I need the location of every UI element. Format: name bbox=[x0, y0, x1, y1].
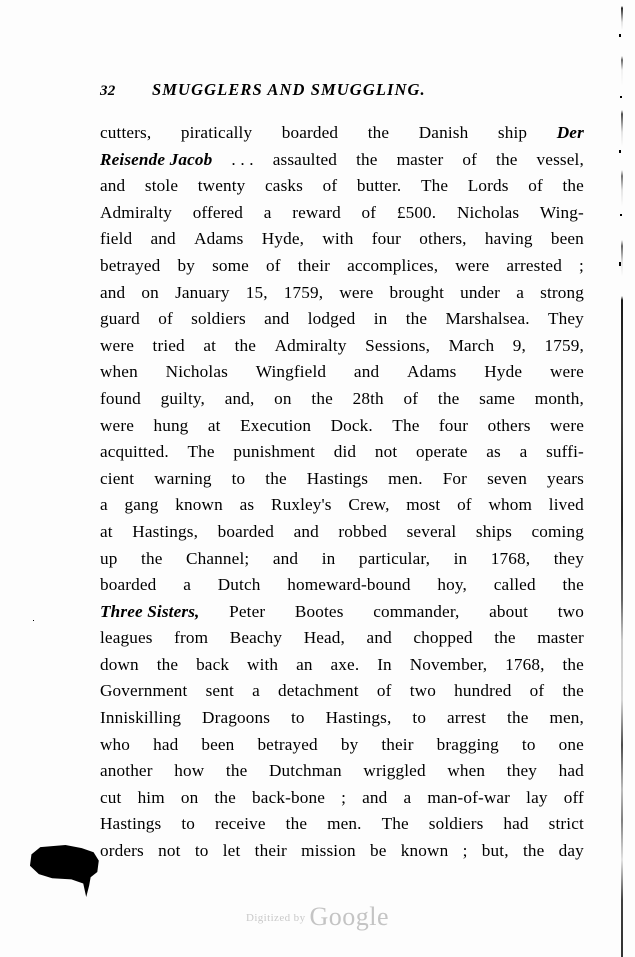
text-word: some bbox=[212, 255, 249, 275]
text-word: casks bbox=[265, 176, 303, 196]
text-line bbox=[100, 732, 584, 759]
text-word: the bbox=[141, 548, 163, 568]
text-word: on bbox=[141, 282, 159, 302]
text-word: receive bbox=[215, 814, 266, 834]
text-word: boarded bbox=[217, 521, 275, 541]
text-word: four bbox=[371, 229, 402, 249]
text-word: men. bbox=[388, 468, 423, 488]
text-word: assaulted bbox=[272, 149, 338, 169]
text-word: Beachy bbox=[229, 628, 283, 648]
text-word: For bbox=[442, 468, 468, 488]
text-word: accomplices, bbox=[347, 255, 439, 275]
text-word: lodged bbox=[307, 309, 356, 329]
text-word: the bbox=[562, 176, 584, 196]
text-word: ; bbox=[462, 841, 468, 861]
text-word: under bbox=[460, 282, 501, 302]
text-word: had bbox=[153, 734, 179, 754]
text-word: Dragoons bbox=[202, 708, 271, 728]
text-word: to bbox=[181, 814, 196, 834]
text-word: master bbox=[537, 628, 584, 648]
text-line bbox=[100, 173, 584, 200]
text-line bbox=[100, 439, 584, 466]
text-word: at bbox=[207, 415, 221, 435]
text-word: arrest bbox=[447, 708, 487, 728]
text-word: lay bbox=[526, 787, 548, 807]
scan-watermark bbox=[0, 902, 635, 932]
text-word: of bbox=[322, 176, 338, 196]
text-word: commander, bbox=[373, 601, 460, 621]
text-word: a bbox=[516, 282, 524, 302]
text-word: warning bbox=[154, 468, 212, 488]
text-word: in bbox=[453, 548, 468, 568]
text-line bbox=[100, 599, 584, 626]
text-word: guard bbox=[100, 309, 140, 329]
text-word: a bbox=[263, 202, 272, 222]
text-word: day bbox=[558, 841, 584, 861]
text-word: two bbox=[557, 601, 584, 621]
text-word: were bbox=[549, 415, 584, 435]
text-word: strict bbox=[548, 814, 584, 834]
text-line bbox=[100, 413, 584, 440]
text-word: known bbox=[175, 495, 223, 515]
text-word: by bbox=[177, 255, 195, 275]
text-line bbox=[100, 226, 584, 253]
text-word: Lords bbox=[467, 176, 509, 196]
text-word: Hyde, bbox=[261, 229, 305, 249]
text-word: at bbox=[203, 335, 217, 355]
text-word: a bbox=[519, 442, 528, 462]
text-word: to bbox=[412, 708, 427, 728]
text-word: gang bbox=[124, 495, 159, 515]
text-word: of bbox=[529, 681, 545, 701]
text-word: leagues bbox=[100, 628, 153, 648]
text-word: Hastings, bbox=[132, 521, 199, 541]
text-word: the bbox=[562, 575, 584, 595]
text-word: The bbox=[420, 176, 449, 196]
text-line bbox=[100, 280, 584, 307]
text-word: others, bbox=[419, 229, 467, 249]
text-word: the bbox=[265, 468, 287, 488]
text-word: be bbox=[369, 841, 387, 861]
text-word: bragging bbox=[436, 734, 499, 754]
text-word: Crew, bbox=[348, 495, 390, 515]
text-word: the bbox=[234, 335, 257, 355]
text-word: another bbox=[100, 761, 153, 781]
text-line bbox=[100, 306, 584, 333]
text-word: had bbox=[503, 814, 529, 834]
text-word: cutters, bbox=[100, 123, 152, 142]
text-word: betrayed bbox=[257, 734, 318, 754]
text-word: Hyde bbox=[484, 362, 523, 382]
text-word: did bbox=[333, 442, 357, 462]
text-word: found bbox=[100, 388, 141, 408]
text-line bbox=[100, 200, 584, 227]
text-word: particular, bbox=[358, 548, 431, 568]
text-word: cient bbox=[100, 468, 135, 488]
text-word: in bbox=[373, 309, 388, 329]
text-word: The bbox=[381, 814, 409, 834]
text-word: the bbox=[562, 681, 584, 701]
text-line bbox=[100, 253, 584, 280]
text-word: the bbox=[507, 708, 529, 728]
text-word: they bbox=[506, 761, 537, 781]
text-line bbox=[100, 705, 584, 732]
text-word: homeward-bound bbox=[287, 575, 411, 595]
text-word: were bbox=[549, 362, 584, 382]
text-word: axe. bbox=[330, 654, 360, 674]
text-word: hung bbox=[153, 415, 189, 435]
text-word: brought bbox=[389, 282, 445, 302]
text-word: an bbox=[296, 654, 313, 674]
text-word: men. bbox=[327, 814, 362, 834]
text-word: back-bone bbox=[252, 787, 325, 807]
text-word: The bbox=[187, 442, 215, 462]
text-word: Danish bbox=[418, 123, 469, 142]
text-word: man-of-war bbox=[427, 787, 511, 807]
text-word: Peter bbox=[229, 601, 266, 621]
text-word: from bbox=[174, 628, 209, 648]
text-line bbox=[100, 625, 584, 652]
speck-artifact bbox=[619, 262, 621, 266]
text-word: of bbox=[266, 255, 281, 275]
text-word: field bbox=[100, 229, 133, 249]
text-word: 15, bbox=[245, 282, 268, 302]
text-word: known bbox=[400, 841, 449, 861]
text-word: the bbox=[156, 654, 179, 674]
text-word: arrested bbox=[506, 255, 562, 275]
text-word: as bbox=[239, 495, 255, 515]
text-word: not bbox=[158, 841, 181, 861]
page-number: 32 bbox=[100, 83, 116, 99]
text-word: Hastings, bbox=[325, 708, 392, 728]
running-head-title: SMUGGLERS AND SMUGGLING. bbox=[152, 80, 426, 99]
text-word: Nicholas bbox=[456, 202, 520, 222]
text-word: wriggled bbox=[363, 761, 426, 781]
speck-artifact bbox=[33, 620, 34, 621]
text-line bbox=[100, 758, 584, 785]
text-word: several bbox=[406, 521, 457, 541]
text-word: been bbox=[201, 734, 235, 754]
text-line bbox=[100, 811, 584, 838]
speck-artifact bbox=[620, 214, 622, 216]
text-word: whom bbox=[488, 495, 533, 515]
text-word: two bbox=[409, 681, 436, 701]
text-word: suffi- bbox=[546, 442, 584, 462]
text-word: same bbox=[479, 388, 516, 408]
text-word: the bbox=[496, 149, 518, 169]
text-word: and bbox=[293, 521, 319, 541]
text-word: Marshalsea. bbox=[445, 309, 530, 329]
text-word: Sessions, bbox=[365, 335, 431, 355]
text-word: chopped bbox=[413, 628, 473, 648]
text-word: . . . bbox=[231, 149, 254, 169]
text-word: when bbox=[447, 761, 486, 781]
text-word: the bbox=[494, 628, 516, 648]
text-word: Adams bbox=[407, 362, 457, 382]
text-line bbox=[100, 147, 584, 174]
text-word: and bbox=[100, 282, 126, 302]
text-word: when bbox=[100, 362, 138, 382]
text-word: 1768, bbox=[505, 654, 545, 674]
text-word: 1759, bbox=[283, 282, 324, 302]
text-word: master bbox=[396, 149, 444, 169]
text-word: up bbox=[100, 548, 118, 568]
text-word: four bbox=[438, 415, 469, 435]
text-word: not bbox=[374, 442, 398, 462]
text-word: and bbox=[362, 787, 388, 807]
text-word: and bbox=[264, 309, 290, 329]
text-word: the bbox=[367, 123, 390, 142]
text-line bbox=[100, 359, 584, 386]
text-word: Execution bbox=[240, 415, 312, 435]
text-word: soldiers bbox=[428, 814, 484, 834]
text-word: Dock. bbox=[330, 415, 373, 435]
text-word: in bbox=[321, 548, 336, 568]
text-word: the bbox=[225, 761, 248, 781]
watermark-brand: Google bbox=[309, 902, 390, 931]
text-word: In bbox=[377, 654, 392, 674]
text-word: punishment bbox=[233, 442, 316, 462]
text-word: Bootes bbox=[294, 601, 344, 621]
text-word: been bbox=[550, 229, 584, 249]
text-word: how bbox=[174, 761, 205, 781]
text-word: cut bbox=[100, 787, 122, 807]
text-word: piratically bbox=[180, 123, 253, 142]
text-word: Inniskilling bbox=[100, 708, 182, 728]
text-word: Nicholas bbox=[165, 362, 228, 382]
text-word: the bbox=[562, 654, 584, 674]
text-word: by bbox=[340, 734, 359, 754]
text-line bbox=[100, 572, 584, 599]
text-word: of bbox=[403, 388, 419, 408]
text-line bbox=[100, 492, 584, 519]
text-word: most bbox=[406, 495, 441, 515]
text-word: hoy, bbox=[437, 575, 467, 595]
text-word: called bbox=[493, 575, 536, 595]
watermark-prefix: Digitized by bbox=[245, 912, 306, 924]
text-word: acquitted. bbox=[100, 442, 169, 462]
text-word: November, bbox=[409, 654, 488, 674]
text-word: Wingfield bbox=[255, 362, 327, 382]
text-word: Admiralty bbox=[274, 335, 347, 355]
text-word: of bbox=[457, 495, 472, 515]
text-word: Dutchman bbox=[268, 761, 342, 781]
text-word: Der bbox=[556, 123, 584, 142]
body-text bbox=[100, 120, 584, 865]
text-word: robbed bbox=[338, 521, 388, 541]
text-word: the bbox=[405, 309, 428, 329]
text-word: having bbox=[484, 229, 533, 249]
text-word: back bbox=[196, 654, 230, 674]
text-word: men, bbox=[549, 708, 584, 728]
text-word: down bbox=[100, 654, 139, 674]
text-word: of bbox=[158, 309, 173, 329]
text-word: one bbox=[558, 734, 584, 754]
text-word: Hastings bbox=[100, 814, 162, 834]
text-line bbox=[100, 120, 584, 147]
text-word: their bbox=[254, 841, 287, 861]
text-word: and bbox=[100, 176, 126, 196]
text-word: Adams bbox=[194, 229, 244, 249]
text-word: Hastings bbox=[306, 468, 369, 488]
text-word: Ruxley's bbox=[270, 495, 332, 515]
text-word: They bbox=[548, 309, 584, 329]
text-word: hundred bbox=[454, 681, 512, 701]
text-word: off bbox=[563, 787, 584, 807]
text-word: betrayed bbox=[100, 255, 161, 275]
text-word: butter. bbox=[356, 176, 402, 196]
text-line bbox=[100, 678, 584, 705]
text-word: to bbox=[291, 708, 305, 728]
text-word: the bbox=[311, 388, 333, 408]
text-word: twenty bbox=[197, 176, 246, 196]
text-word: Reisende Jacob bbox=[100, 149, 213, 169]
text-word: lived bbox=[548, 495, 584, 515]
text-word: were bbox=[455, 255, 490, 275]
text-word: Channel; bbox=[186, 548, 250, 568]
text-word: were bbox=[100, 415, 134, 435]
text-word: their bbox=[297, 255, 331, 275]
text-word: guilty, bbox=[160, 388, 205, 408]
ink-blot-artifact bbox=[27, 845, 101, 897]
text-word: vessel, bbox=[536, 149, 584, 169]
text-word: 1768, bbox=[490, 548, 531, 568]
text-line bbox=[100, 466, 584, 493]
text-line bbox=[100, 519, 584, 546]
text-word: ships bbox=[475, 521, 512, 541]
text-word: and bbox=[366, 628, 392, 648]
text-word: a bbox=[252, 681, 260, 701]
text-word: Government bbox=[100, 681, 188, 701]
text-word: to bbox=[521, 734, 536, 754]
text-word: a bbox=[183, 575, 191, 595]
text-word: coming bbox=[531, 521, 584, 541]
text-word: Wing- bbox=[539, 202, 584, 222]
text-word: they bbox=[553, 548, 584, 568]
text-line bbox=[100, 652, 584, 679]
text-word: offered bbox=[192, 202, 244, 222]
text-word: of bbox=[376, 681, 392, 701]
text-word: boarded bbox=[100, 575, 157, 595]
text-word: the bbox=[214, 787, 236, 807]
text-line bbox=[100, 838, 584, 865]
text-word: Dutch bbox=[217, 575, 261, 595]
text-word: 9, bbox=[512, 335, 526, 355]
text-word: 1759, bbox=[544, 335, 584, 355]
speck-artifact bbox=[619, 150, 621, 153]
text-word: who bbox=[100, 734, 131, 754]
text-word: had bbox=[558, 761, 584, 781]
text-line bbox=[100, 785, 584, 812]
text-word: were bbox=[100, 335, 134, 355]
text-word: strong bbox=[540, 282, 584, 302]
text-word: with bbox=[247, 654, 279, 674]
text-word: and bbox=[353, 362, 380, 382]
text-word: at bbox=[100, 521, 113, 541]
text-word: January bbox=[175, 282, 230, 302]
text-word: Head, bbox=[303, 628, 345, 648]
text-word: of bbox=[528, 176, 543, 196]
text-word: but, bbox=[481, 841, 509, 861]
text-word: £500. bbox=[396, 202, 437, 222]
speck-artifact bbox=[619, 34, 621, 37]
text-word: others bbox=[487, 415, 531, 435]
text-word: orders bbox=[100, 841, 144, 861]
text-word: tried bbox=[152, 335, 185, 355]
text-word: on bbox=[274, 388, 292, 408]
text-word: sent bbox=[205, 681, 234, 701]
text-word: ; bbox=[341, 787, 347, 807]
speck-artifact bbox=[620, 96, 622, 98]
text-word: and bbox=[272, 548, 299, 568]
text-word: about bbox=[489, 601, 529, 621]
text-line bbox=[100, 333, 584, 360]
text-word: The bbox=[392, 415, 420, 435]
text-word: years bbox=[546, 468, 584, 488]
text-word: the bbox=[437, 388, 460, 408]
text-word: and bbox=[150, 229, 176, 249]
text-word: ; bbox=[579, 255, 584, 275]
text-line bbox=[100, 546, 584, 573]
text-word: as bbox=[486, 442, 501, 462]
text-word: soldiers bbox=[191, 309, 246, 329]
text-word: Three Sisters, bbox=[100, 601, 200, 621]
text-word: with bbox=[322, 229, 354, 249]
text-word: mission bbox=[301, 841, 356, 861]
text-word: were bbox=[339, 282, 374, 302]
text-word: the bbox=[522, 841, 545, 861]
text-word: Admiralty bbox=[100, 202, 172, 222]
page-gutter-edge-artifact bbox=[621, 0, 623, 957]
text-word: the bbox=[356, 149, 378, 169]
text-word: month, bbox=[534, 388, 584, 408]
text-word: their bbox=[381, 734, 414, 754]
text-word: detachment bbox=[278, 681, 359, 701]
text-word: ship bbox=[497, 123, 528, 142]
text-word: March bbox=[448, 335, 495, 355]
text-word: him bbox=[137, 787, 165, 807]
text-word: reward bbox=[292, 202, 341, 222]
text-word: a bbox=[100, 495, 108, 515]
text-word: and, bbox=[224, 388, 255, 408]
text-word: to bbox=[194, 841, 209, 861]
text-word: 28th bbox=[352, 388, 384, 408]
text-word: boarded bbox=[281, 123, 339, 142]
text-word: the bbox=[285, 814, 308, 834]
text-word: a bbox=[403, 787, 412, 807]
text-line bbox=[100, 386, 584, 413]
text-word: on bbox=[180, 787, 199, 807]
text-word: operate bbox=[415, 442, 468, 462]
text-word: let bbox=[222, 841, 241, 861]
text-word: seven bbox=[487, 468, 527, 488]
text-word: of bbox=[462, 149, 477, 169]
text-word: to bbox=[231, 468, 246, 488]
text-word: stole bbox=[144, 176, 179, 196]
text-word: of bbox=[361, 202, 377, 222]
running-head bbox=[100, 80, 580, 106]
